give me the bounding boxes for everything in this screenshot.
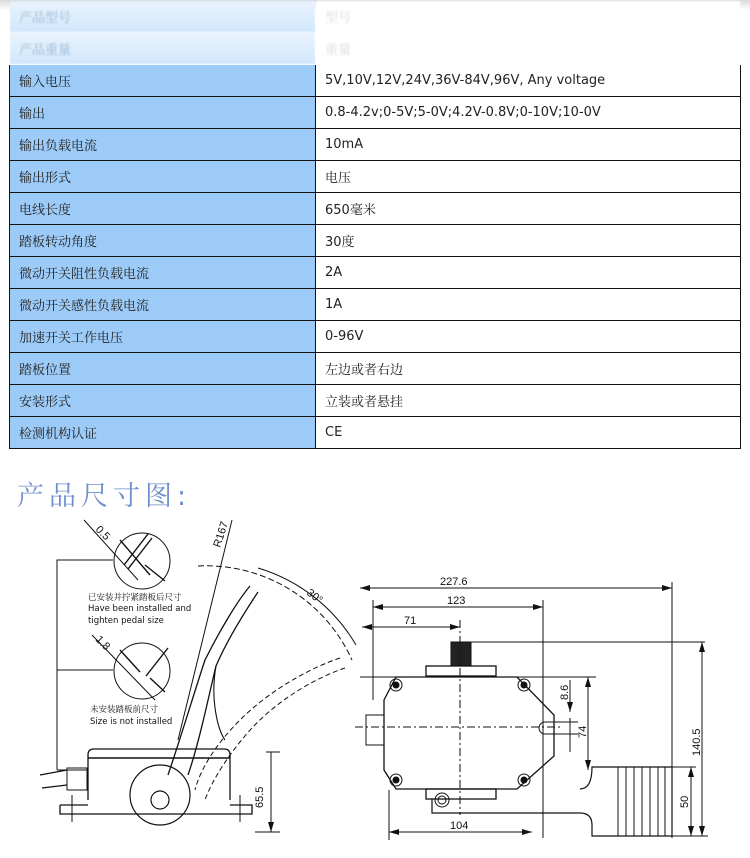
table-row: [10, 417, 741, 449]
pedal-ribs: [618, 767, 665, 836]
detail-caption-en-installed-2: tighten pedal size: [88, 616, 164, 626]
spec-value: 0-96V: [316, 321, 741, 353]
dim-227-6: 227.6: [440, 576, 468, 588]
spec-value: 2A: [316, 257, 741, 289]
spec-value: 5V,10V,12V,24V,36V-84V,96V, Any voltage: [316, 65, 741, 97]
spec-value: 重量: [316, 33, 741, 65]
spec-label: 输入电压: [10, 65, 316, 97]
spec-label: 微动开关阻性负载电流: [10, 257, 316, 289]
spec-label: 产品重量: [10, 33, 316, 65]
spec-label: 安装形式: [10, 385, 316, 417]
spec-value: 650毫米: [316, 193, 741, 225]
table-row-faded: [10, 1, 741, 33]
dim-50: 50: [679, 795, 691, 808]
spec-label: 踏板转动角度: [10, 225, 316, 257]
detail-dim-0-5: 0.5: [92, 523, 113, 543]
spec-value: 型号: [316, 1, 741, 33]
table-row: [10, 97, 741, 129]
spec-label: 电线长度: [10, 193, 316, 225]
dim-71: 71: [404, 615, 417, 627]
table-row: [10, 353, 741, 385]
table-row: [10, 65, 741, 97]
top-view: [355, 576, 708, 840]
detail-caption-cn-installed: 已安装并拧紧踏板后尺寸: [88, 593, 182, 603]
dimension-drawing: [0, 500, 750, 858]
spec-label: 踏板位置: [10, 353, 316, 385]
table-row: [10, 257, 741, 289]
spec-label: 微动开关感性负载电流: [10, 289, 316, 321]
table-row-faded: [10, 33, 741, 65]
angle-label: 30°: [304, 586, 325, 607]
radius-label: R167: [211, 520, 231, 549]
spec-value: 0.8-4.2v;0-5V;5-0V;4.2V-0.8V;0-10V;10-0V: [316, 97, 741, 129]
table-row: [10, 161, 741, 193]
dim-74: 74: [577, 725, 589, 738]
spec-table: [9, 0, 741, 449]
detail-caption-en-installed-1: Have been installed and: [88, 604, 192, 614]
section-title: 产品尺寸图:: [17, 481, 192, 512]
spec-value: CE: [316, 417, 741, 449]
spec-value: 立装或者悬挂: [316, 385, 741, 417]
table-row: [10, 193, 741, 225]
spec-value: 10mA: [316, 129, 741, 161]
spec-label: 输出负载电流: [10, 129, 316, 161]
height-label-65-5: 65.5: [254, 786, 266, 808]
spec-label: 产品型号: [10, 1, 316, 33]
spec-value: 1A: [316, 289, 741, 321]
table-row: [10, 129, 741, 161]
table-row: [10, 289, 741, 321]
table-row: [10, 225, 741, 257]
detail-caption-cn-not-installed: 未安装踏板前尺寸: [90, 705, 159, 715]
table-row: [10, 385, 741, 417]
dim-104: 104: [450, 820, 469, 832]
spec-value: 左边或者右边: [316, 353, 741, 385]
dim-123: 123: [447, 595, 466, 607]
dim-8-6: 8.6: [559, 684, 571, 700]
spec-label: 输出: [10, 97, 316, 129]
spec-value: 30度: [316, 225, 741, 257]
side-view: [40, 520, 356, 832]
dim-140-5: 140.5: [691, 728, 703, 756]
spec-label: 输出形式: [10, 161, 316, 193]
table-row: [10, 321, 741, 353]
detail-dim-1-8: 1.8: [92, 633, 113, 653]
spec-label: 检测机构认证: [10, 417, 316, 449]
spec-value: 电压: [316, 161, 741, 193]
spec-label: 加速开关工作电压: [10, 321, 316, 353]
detail-caption-en-not-installed: Size is not installed: [90, 717, 173, 727]
